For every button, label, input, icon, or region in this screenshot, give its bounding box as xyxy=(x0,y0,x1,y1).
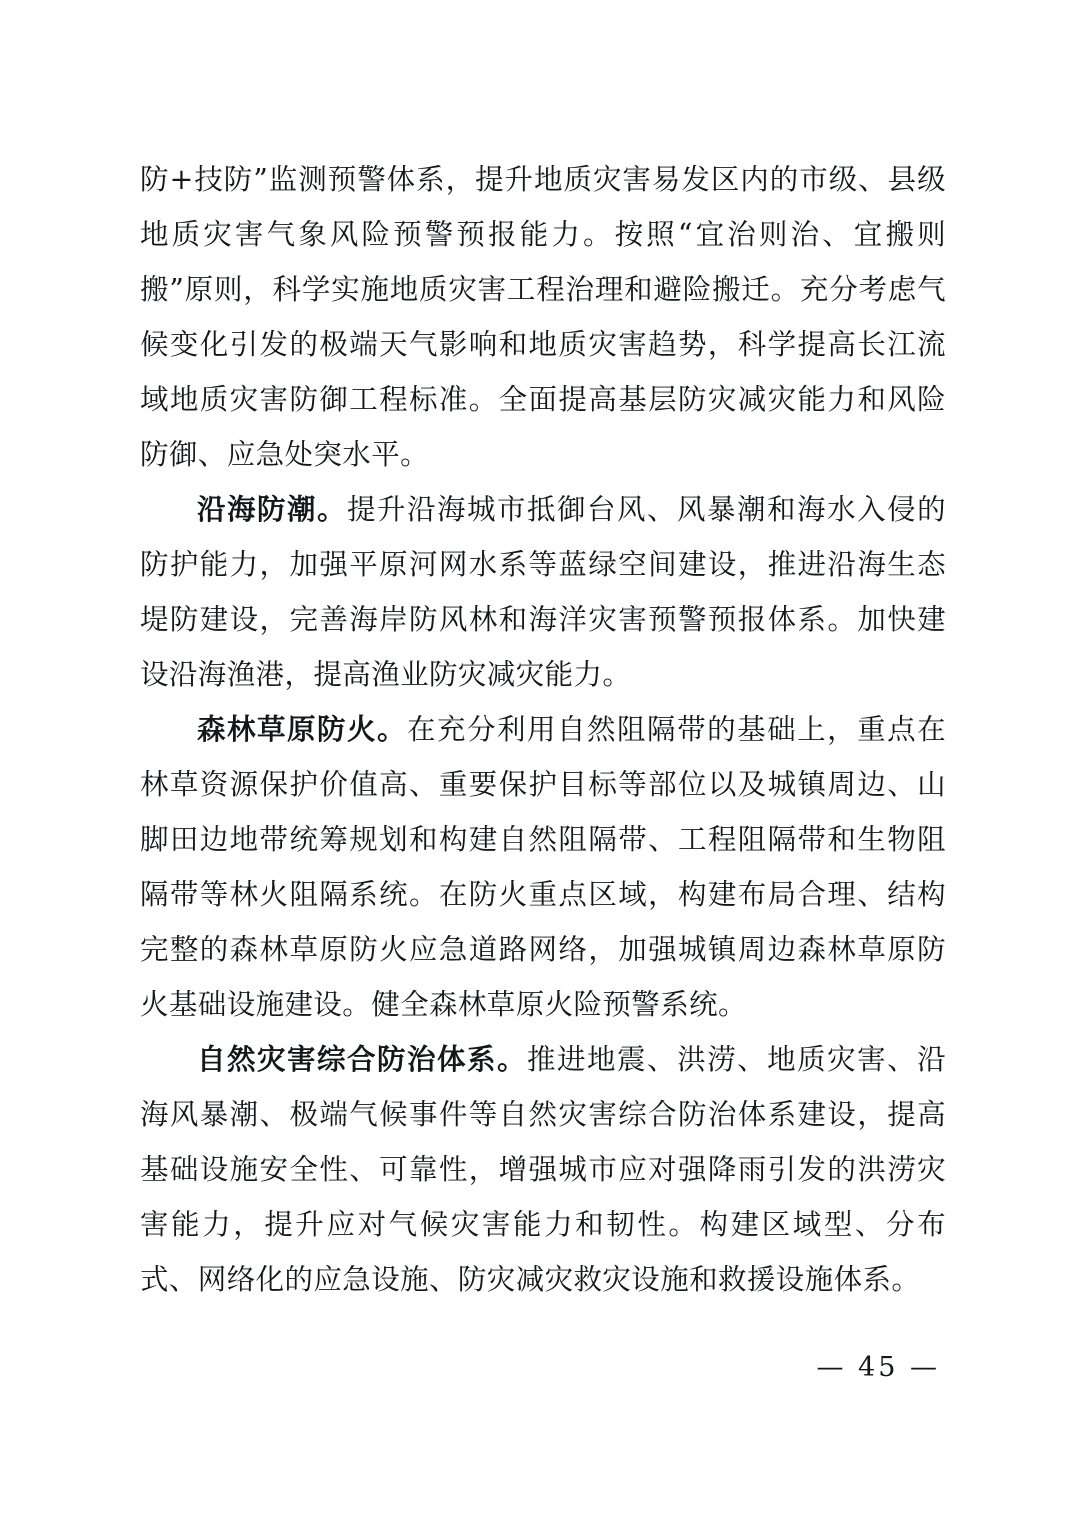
paragraph-4-lead: 自然灾害综合防治体系。 xyxy=(197,1042,528,1076)
paragraph-3-text: 在充分利用自然阻隔带的基础上，重点在林草资源保护价值高、重要保护目标等部位以及城镇周边、山脚田边地带统筹规划和构建自然阻隔带、工程阻隔带和生物阻隔带等林火阻隔系统。在防火重点区域，构建布局合理、结构完整的森林草原防火应急道路网络，加强城镇周边森林草原防火基础设施建设。健全森林草原火险预警系统。 xyxy=(140,713,946,1021)
paragraph-4 xyxy=(140,1032,946,1307)
paragraph-3-lead: 森林草原防火。 xyxy=(197,712,408,746)
paragraph-2-lead: 沿海防潮。 xyxy=(197,492,348,526)
paragraph-3 xyxy=(140,702,946,1032)
paragraph-2 xyxy=(140,482,946,702)
paragraph-1-text: 防+技防”监测预警体系，提升地质灾害易发区内的市级、县级地质灾害气象风险预警预报能力。按照“宜治则治、宜搬则搬”原则，科学实施地质灾害工程治理和避险搬迁。充分考虑气候变化引发的极端天气影响和地质灾害趋势，科学提高长江流域地质灾害防御工程标准。全面提高基层防灾减灾能力和风险防御、应急处突水平。 xyxy=(140,163,946,471)
paragraph-2-text: 提升沿海城市抵御台风、风暴潮和海水入侵的防护能力，加强平原河网水系等蓝绿空间建设，推进沿海生态堤防建设，完善海岸防风林和海洋灾害预警预报体系。加快建设沿海渔港，提高渔业防灾减灾能力。 xyxy=(140,493,946,691)
paragraph-4-text: 推进地震、洪涝、地质灾害、沿海风暴潮、极端气候事件等自然灾害综合防治体系建设，提高基础设施安全性、可靠性，增强城市应对强降雨引发的洪涝灾害能力，提升应对气候灾害能力和韧性。构建区域型、分布式、网络化的应急设施、防灾减灾救灾设施和救援设施体系。 xyxy=(140,1043,946,1296)
page-number: — 45 — xyxy=(816,1352,940,1383)
document-body xyxy=(140,152,946,1307)
paragraph-1 xyxy=(140,152,946,482)
